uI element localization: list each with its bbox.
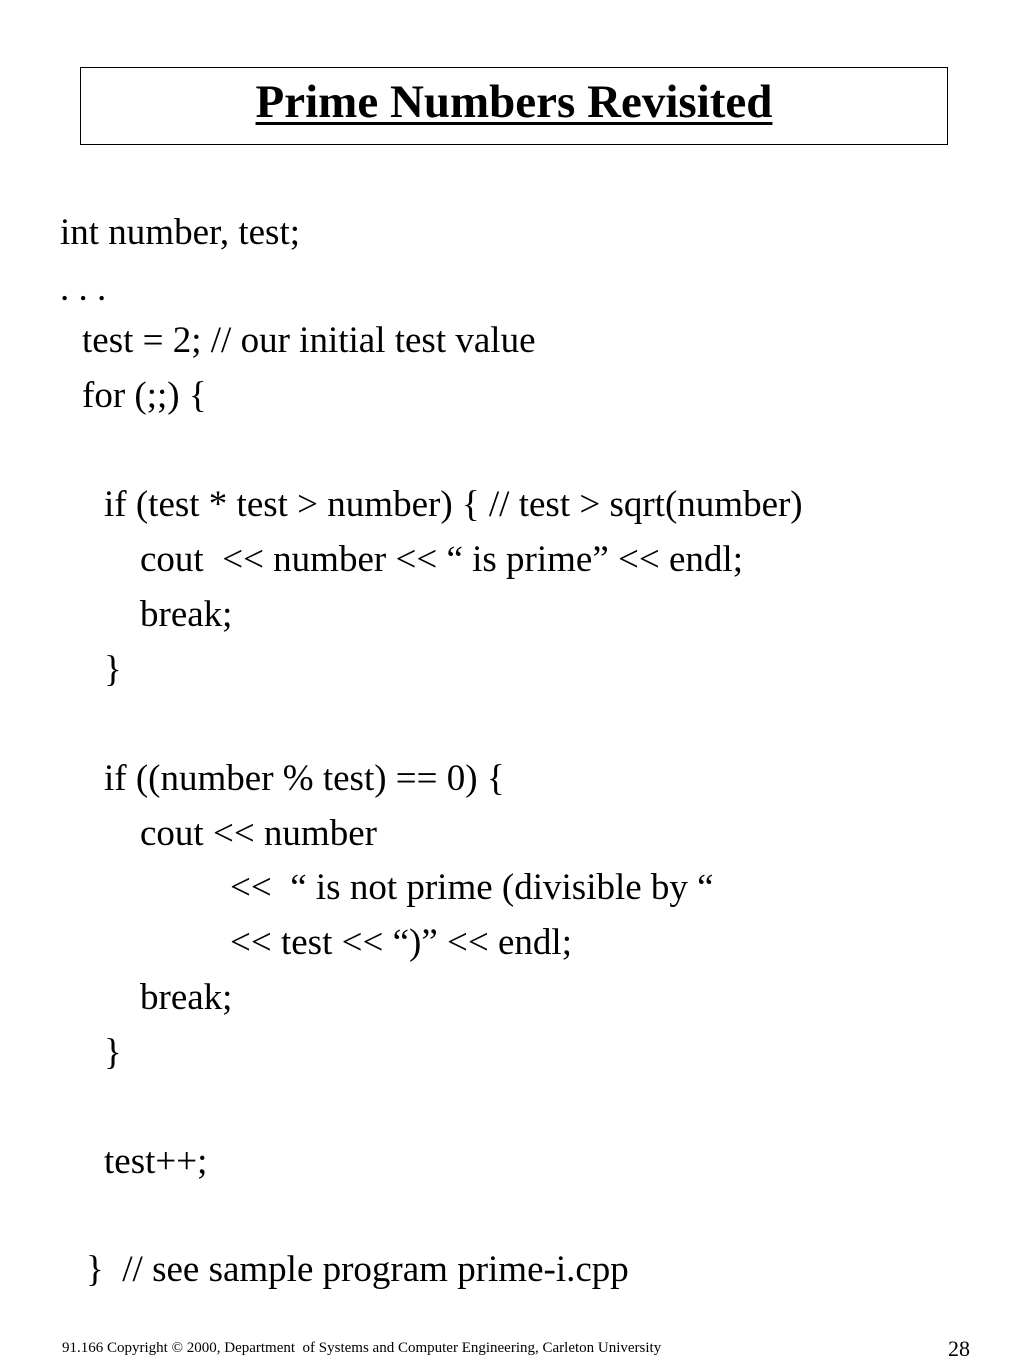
code-line: if ((number % test) == 0) { — [104, 758, 505, 799]
code-line: test++; — [104, 1141, 208, 1182]
slide-title: Prime Numbers Revisited — [255, 76, 773, 128]
code-line: break; — [140, 594, 233, 635]
title-box — [80, 67, 948, 145]
code-line: << test << “)” << endl; — [230, 922, 572, 963]
code-line: << “ is not prime (divisible by “ — [230, 867, 714, 908]
code-line: } // see sample program prime-i.cpp — [86, 1249, 629, 1290]
code-line: test = 2; // our initial test value — [82, 320, 536, 361]
copyright-footer: 91.166 Copyright © 2000, Department of Systems and Computer Engineering, Carleton University — [62, 1340, 662, 1356]
code-line: cout << number << “ is prime” << endl; — [140, 539, 743, 580]
code-line: . . . — [60, 268, 107, 309]
code-line: cout << number — [140, 813, 377, 854]
page-number: 28 — [948, 1336, 970, 1361]
code-line: } — [104, 1032, 122, 1073]
code-line: int number, test; — [60, 212, 301, 253]
code-line: break; — [140, 977, 233, 1018]
code-line: } — [104, 649, 122, 690]
code-line: if (test * test > number) { // test > sqrt(number) — [104, 484, 803, 525]
code-line: for (;;) { — [82, 375, 207, 416]
